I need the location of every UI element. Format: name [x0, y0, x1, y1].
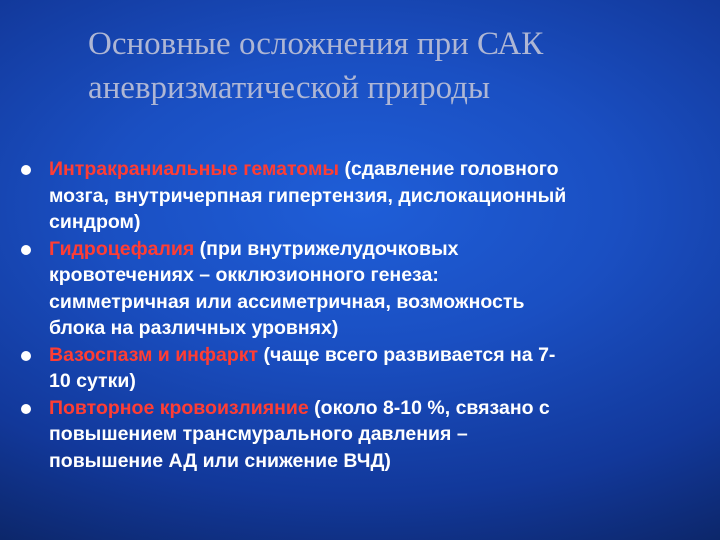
list-item-vasospasm — [20, 342, 710, 395]
line-text: (при внутрижелудочковых — [194, 237, 459, 260]
list-item-line: 10 сутки) — [49, 370, 136, 392]
bullet-icon — [21, 245, 31, 255]
list-item-line: симметричная или ассиметричная, возможность — [49, 290, 525, 313]
slide-title-line-2: аневризматической природы — [88, 70, 491, 106]
bullet-icon — [21, 165, 31, 175]
highlight-term: Вазоспазм и инфаркт — [49, 343, 259, 366]
list-item-line: мозга, внутричерпная гипертензия, дислокационный — [49, 184, 567, 207]
list-item-line — [49, 395, 710, 422]
list-item-line: синдром) — [49, 211, 141, 233]
bullet-icon — [21, 404, 31, 414]
highlight-term: Интракраниальные гематомы — [49, 158, 340, 180]
list-item-line — [49, 342, 710, 369]
list-item-line: блока на различных уровнях) — [49, 317, 339, 339]
list-item-hydrocephalus — [20, 236, 710, 342]
highlight-term: Гидроцефалия — [49, 237, 195, 260]
line-text: (около 8-10 %, связано с — [308, 396, 550, 419]
list-item-rebleeding — [20, 395, 710, 475]
list-item-line — [49, 156, 710, 183]
highlight-term: Повторное кровоизлияние — [49, 396, 309, 419]
line-text: (сдавление головного — [339, 158, 559, 180]
slide-title-line-1: Основные осложнения при САК — [88, 26, 544, 62]
bullet-icon — [21, 351, 31, 361]
slide-title — [88, 22, 688, 110]
list-item-line: повышение АД или снижение ВЧД) — [49, 449, 391, 472]
list-item-line — [49, 236, 710, 263]
list-item-line: повышением трансмурального давления – — [49, 423, 468, 445]
line-text: (чаще всего развивается на 7- — [258, 343, 556, 366]
list-item-line: кровотечениях – окклюзионного генеза: — [49, 264, 439, 286]
list-item-intracranial-hematomas — [20, 156, 710, 236]
complications-list — [20, 156, 710, 474]
